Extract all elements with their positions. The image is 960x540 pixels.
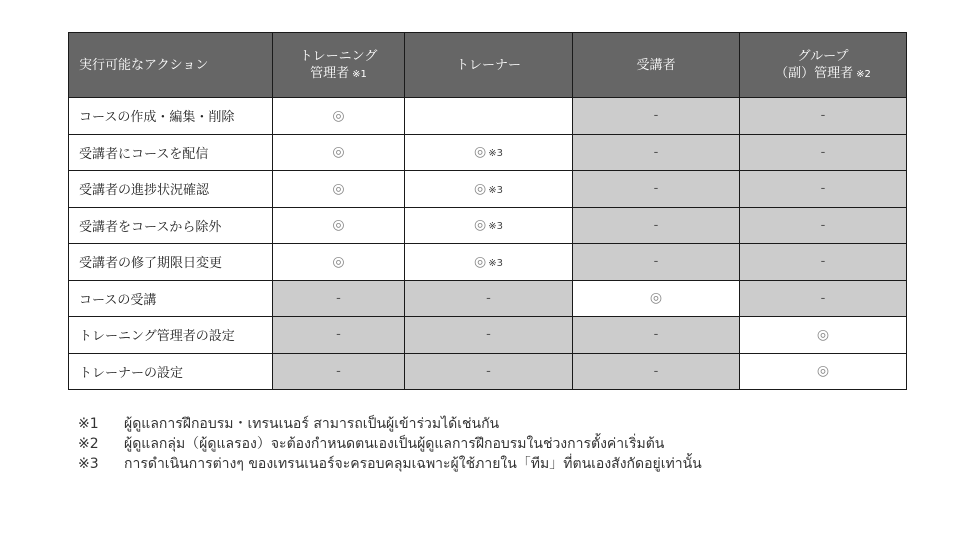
not-applicable-mark: - [653,363,659,379]
permission-cell [573,317,740,354]
double-circle-icon: ◎ [332,107,345,124]
header-action-label: 実行可能なアクション [79,57,209,73]
permission-cell [405,353,573,390]
permission-cell [273,171,405,208]
permission-cell [273,353,405,390]
double-circle-icon: ◎ [816,326,830,343]
header-group-admin-line2: （副）管理者 [775,65,854,81]
not-applicable-mark: - [653,327,659,343]
footnote-ref-3: ※3 [488,221,503,233]
permission-cell [573,171,740,208]
header-training-admin-line1: トレーニング [299,48,378,64]
action-label: 受講者にコースを配信 [69,134,273,171]
footnote-3 [78,454,702,474]
not-applicable-mark: - [820,108,826,124]
header-learner [573,33,740,98]
permission-cell [573,244,740,281]
not-applicable-mark: - [653,254,659,270]
header-action [69,33,273,98]
not-applicable-mark: - [820,144,826,160]
footnote-number: ※1 [78,416,99,432]
double-circle-icon: ◎ [816,363,830,380]
header-trainer [405,33,573,98]
footnote-number: ※2 [78,436,99,452]
not-applicable-mark: - [653,217,659,233]
permission-cell [740,280,907,317]
double-circle-icon: ◎ [332,217,345,234]
footnote-1 [78,414,702,434]
not-applicable-mark: - [820,181,826,197]
action-label: トレーナーの設定 [69,353,273,390]
action-label: コースの受講 [69,280,273,317]
footnote-ref-2: ※2 [856,68,871,80]
permission-cell [405,317,573,354]
not-applicable-mark: - [653,144,659,160]
header-training-admin [273,33,405,98]
double-circle-icon: ◎ [332,180,345,197]
footnote-2 [78,434,702,454]
footnote-ref-3: ※3 [488,257,503,269]
permission-cell [740,134,907,171]
action-label: 受講者をコースから除外 [69,207,273,244]
footnotes [78,414,702,474]
permission-cell [740,98,907,135]
permission-cell [573,134,740,171]
table-row [69,317,907,354]
header-group-admin-line1: グループ [797,48,849,64]
permission-cell [740,207,907,244]
permission-cell [273,244,405,281]
permission-cell [273,134,405,171]
permission-cell [405,244,573,281]
footnote-text: ผู้ดูแลการฝึกอบรม・เทรนเนอร์ สามารถเป็นผู้เข้าร่วมได้เช่นกัน [124,416,500,432]
table-row [69,134,907,171]
double-circle-icon: ◎ [649,290,663,307]
not-applicable-mark: - [653,108,659,124]
permission-cell [573,280,740,317]
not-applicable-mark: - [336,290,341,306]
header-trainer-label: トレーナー [455,57,521,73]
permission-cell [740,244,907,281]
permission-cell [405,134,573,171]
not-applicable-mark: - [336,363,341,379]
action-label: トレーニング管理者の設定 [69,317,273,354]
action-label: 受講者の進捗状況確認 [69,171,273,208]
double-circle-icon: ◎ [474,253,487,270]
action-label: 受講者の修了期限日変更 [69,244,273,281]
footnote-text: การดำเนินการต่างๆ ของเทรนเนอร์จะครอบคลุมเฉพาะผู้ใช้ภายใน「ทีม」ที่ตนเองสังกัดอยู่เท่านั้น [124,456,702,472]
permission-cell [405,171,573,208]
permission-cell [573,207,740,244]
not-applicable-mark: - [820,217,826,233]
footnote-text: ผู้ดูแลกลุ่ม（ผู้ดูแลรอง）จะต้องกำหนดตนเองเป็นผู้ดูแลการฝึกอบรมในช่วงการตั้งค่าเริ่มต้น [124,436,665,452]
footnote-ref-1: ※1 [352,68,367,80]
header-learner-label: 受講者 [636,57,676,73]
double-circle-icon: ◎ [474,180,487,197]
double-circle-icon: ◎ [332,144,345,161]
footnote-number: ※3 [78,456,99,472]
table-row [69,353,907,390]
table-row [69,280,907,317]
permission-cell [573,353,740,390]
permission-cell [740,317,907,354]
permission-cell [405,280,573,317]
permission-cell [273,280,405,317]
not-applicable-mark: - [820,254,826,270]
footnote-ref-3: ※3 [488,148,503,160]
header-row [69,33,907,98]
table-row [69,171,907,208]
not-applicable-mark: - [820,290,826,306]
table-row [69,244,907,281]
permissions-table [68,32,907,390]
not-applicable-mark: - [486,327,491,343]
header-training-admin-line2: 管理者 [310,65,350,81]
not-applicable-mark: - [653,181,659,197]
not-applicable-mark: - [336,327,341,343]
permission-cell [740,171,907,208]
permission-cell [273,98,405,135]
double-circle-icon: ◎ [474,217,487,234]
action-label: コースの作成・編集・削除 [69,98,273,135]
table-row [69,98,907,135]
permission-cell [405,98,573,135]
not-applicable-mark: - [486,363,491,379]
double-circle-icon: ◎ [474,144,487,161]
permission-cell [273,207,405,244]
footnote-ref-3: ※3 [488,184,503,196]
permission-cell [573,98,740,135]
permission-cell [273,317,405,354]
table-row [69,207,907,244]
header-group-admin [740,33,907,98]
permission-cell [405,207,573,244]
not-applicable-mark: - [486,290,491,306]
double-circle-icon: ◎ [332,253,345,270]
permission-cell [740,353,907,390]
